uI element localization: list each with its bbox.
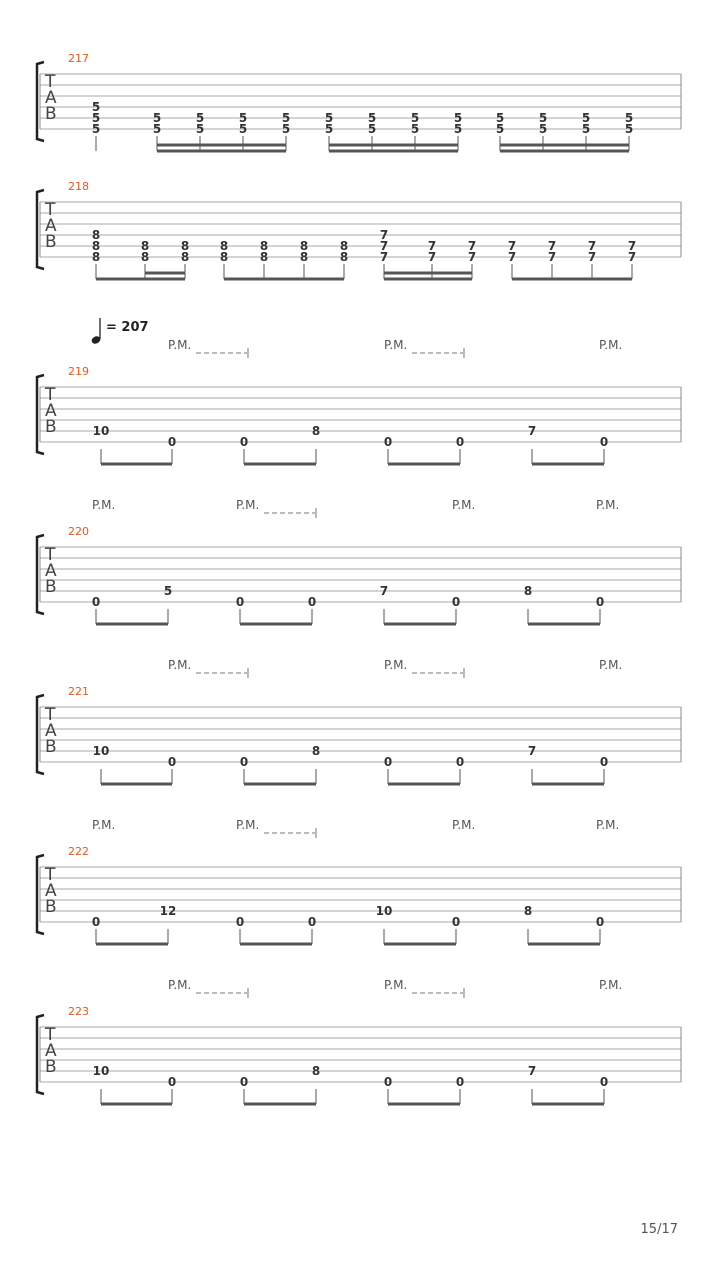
- fret-number: 0: [455, 435, 465, 449]
- fret-number: 5: [195, 111, 205, 125]
- fret-number: 10: [92, 1064, 110, 1078]
- fret-number: 8: [339, 239, 349, 253]
- tab-clef-a: A: [45, 881, 57, 901]
- fret-number: 5: [538, 122, 548, 136]
- fret-number: 7: [587, 239, 597, 253]
- palm-mute-label: P.M.: [384, 658, 408, 672]
- fret-number: 0: [455, 755, 465, 769]
- measure-number: 218: [68, 180, 89, 193]
- fret-number: 5: [367, 111, 377, 125]
- palm-mute-label: P.M.: [596, 498, 620, 512]
- tab-clef-t: T: [45, 385, 56, 405]
- staff-system-222: [37, 828, 681, 944]
- fret-number: 5: [152, 111, 162, 125]
- fret-number: 0: [235, 595, 245, 609]
- fret-number: 0: [239, 755, 249, 769]
- fret-number: 8: [523, 904, 533, 918]
- fret-number: 0: [239, 1075, 249, 1089]
- fret-number: 5: [91, 100, 101, 114]
- measure-number: 221: [68, 685, 89, 698]
- fret-number: 5: [91, 111, 101, 125]
- tab-clef-t: T: [45, 200, 56, 220]
- fret-number: 7: [379, 239, 389, 253]
- fret-number: 7: [427, 250, 437, 264]
- fret-number: 8: [299, 239, 309, 253]
- fret-number: 7: [379, 250, 389, 264]
- fret-number: 7: [467, 250, 477, 264]
- tab-clef-b: B: [45, 737, 57, 757]
- tempo-marking: [90, 318, 101, 345]
- fret-number: 8: [140, 239, 150, 253]
- tempo-value: = 207: [106, 320, 149, 335]
- fret-number: 5: [281, 111, 291, 125]
- fret-number: 7: [379, 584, 389, 598]
- fret-number: 10: [92, 424, 110, 438]
- fret-number: 0: [167, 435, 177, 449]
- fret-number: 5: [163, 584, 173, 598]
- tab-clef-t: T: [45, 545, 56, 565]
- fret-number: 0: [307, 915, 317, 929]
- fret-number: 8: [339, 250, 349, 264]
- staff-system-221: [37, 668, 681, 784]
- palm-mute-label: P.M.: [596, 818, 620, 832]
- fret-number: 7: [547, 239, 557, 253]
- measure-number: 223: [68, 1005, 89, 1018]
- page-number: 15/17: [640, 1222, 678, 1237]
- measure-number: 220: [68, 525, 89, 538]
- palm-mute-label: P.M.: [168, 978, 192, 992]
- measure-number: 217: [68, 52, 89, 65]
- fret-number: 7: [627, 250, 637, 264]
- fret-number: 0: [383, 1075, 393, 1089]
- fret-number: 8: [140, 250, 150, 264]
- fret-number: 0: [595, 915, 605, 929]
- fret-number: 5: [453, 111, 463, 125]
- staff-system-223: [37, 988, 681, 1104]
- tab-clef-b: B: [45, 104, 57, 124]
- fret-number: 8: [91, 250, 101, 264]
- fret-number: 5: [581, 111, 591, 125]
- fret-number: 10: [375, 904, 393, 918]
- fret-number: 7: [507, 239, 517, 253]
- tab-clef-a: A: [45, 401, 57, 421]
- tab-clef-b: B: [45, 417, 57, 437]
- fret-number: 5: [453, 122, 463, 136]
- fret-number: 8: [523, 584, 533, 598]
- fret-number: 0: [383, 435, 393, 449]
- tab-clef-b: B: [45, 1057, 57, 1077]
- tab-clef-a: A: [45, 1041, 57, 1061]
- fret-number: 7: [427, 239, 437, 253]
- fret-number: 7: [379, 228, 389, 242]
- fret-number: 8: [91, 239, 101, 253]
- palm-mute-label: P.M.: [168, 658, 192, 672]
- fret-number: 8: [259, 239, 269, 253]
- fret-number: 5: [624, 111, 634, 125]
- fret-number: 0: [167, 1075, 177, 1089]
- fret-number: 5: [324, 122, 334, 136]
- fret-number: 5: [195, 122, 205, 136]
- fret-number: 5: [495, 111, 505, 125]
- fret-number: 7: [507, 250, 517, 264]
- palm-mute-label: P.M.: [236, 498, 260, 512]
- fret-number: 8: [180, 250, 190, 264]
- fret-number: 8: [299, 250, 309, 264]
- tab-clef-t: T: [45, 72, 56, 92]
- fret-number: 0: [307, 595, 317, 609]
- fret-number: 7: [627, 239, 637, 253]
- fret-number: 5: [624, 122, 634, 136]
- fret-number: 8: [311, 744, 321, 758]
- fret-number: 7: [587, 250, 597, 264]
- palm-mute-label: P.M.: [168, 338, 192, 352]
- fret-number: 0: [455, 1075, 465, 1089]
- fret-number: 5: [410, 111, 420, 125]
- fret-number: 0: [167, 755, 177, 769]
- fret-number: 7: [547, 250, 557, 264]
- fret-number: 0: [383, 755, 393, 769]
- fret-number: 0: [239, 435, 249, 449]
- fret-number: 5: [238, 122, 248, 136]
- fret-number: 0: [451, 915, 461, 929]
- tab-clef-a: A: [45, 216, 57, 236]
- tab-clef-b: B: [45, 232, 57, 252]
- palm-mute-label: P.M.: [452, 498, 476, 512]
- staff-system-218: [37, 190, 681, 279]
- fret-number: 5: [152, 122, 162, 136]
- staff-system-217: [37, 62, 681, 151]
- fret-number: 5: [495, 122, 505, 136]
- measure-number: 222: [68, 845, 89, 858]
- palm-mute-label: P.M.: [599, 658, 623, 672]
- fret-number: 5: [324, 111, 334, 125]
- fret-number: 8: [311, 1064, 321, 1078]
- palm-mute-label: P.M.: [384, 978, 408, 992]
- fret-number: 8: [180, 239, 190, 253]
- fret-number: 8: [91, 228, 101, 242]
- tab-clef-t: T: [45, 1025, 56, 1045]
- tab-clef-b: B: [45, 897, 57, 917]
- fret-number: 7: [467, 239, 477, 253]
- fret-number: 5: [281, 122, 291, 136]
- staff-system-219: [37, 348, 681, 464]
- palm-mute-label: P.M.: [599, 978, 623, 992]
- fret-number: 5: [581, 122, 591, 136]
- tab-clef-a: A: [45, 561, 57, 581]
- fret-number: 0: [91, 595, 101, 609]
- staff-system-220: [37, 508, 681, 624]
- fret-number: 7: [527, 744, 537, 758]
- palm-mute-label: P.M.: [384, 338, 408, 352]
- fret-number: 5: [367, 122, 377, 136]
- fret-number: 10: [92, 744, 110, 758]
- fret-number: 8: [219, 250, 229, 264]
- fret-number: 12: [159, 904, 177, 918]
- fret-number: 8: [259, 250, 269, 264]
- measure-number: 219: [68, 365, 89, 378]
- fret-number: 8: [311, 424, 321, 438]
- palm-mute-label: P.M.: [236, 818, 260, 832]
- fret-number: 5: [91, 122, 101, 136]
- tab-clef-t: T: [45, 705, 56, 725]
- fret-number: 7: [527, 1064, 537, 1078]
- palm-mute-label: P.M.: [92, 498, 116, 512]
- fret-number: 0: [599, 1075, 609, 1089]
- palm-mute-label: P.M.: [92, 818, 116, 832]
- fret-number: 0: [595, 595, 605, 609]
- fret-number: 8: [219, 239, 229, 253]
- tab-clef-a: A: [45, 88, 57, 108]
- fret-number: 5: [538, 111, 548, 125]
- palm-mute-label: P.M.: [452, 818, 476, 832]
- fret-number: 0: [599, 755, 609, 769]
- palm-mute-label: P.M.: [599, 338, 623, 352]
- fret-number: 0: [451, 595, 461, 609]
- tab-clef-t: T: [45, 865, 56, 885]
- fret-number: 0: [599, 435, 609, 449]
- fret-number: 5: [238, 111, 248, 125]
- tab-clef-b: B: [45, 577, 57, 597]
- fret-number: 7: [527, 424, 537, 438]
- fret-number: 0: [91, 915, 101, 929]
- fret-number: 5: [410, 122, 420, 136]
- fret-number: 0: [235, 915, 245, 929]
- tab-clef-a: A: [45, 721, 57, 741]
